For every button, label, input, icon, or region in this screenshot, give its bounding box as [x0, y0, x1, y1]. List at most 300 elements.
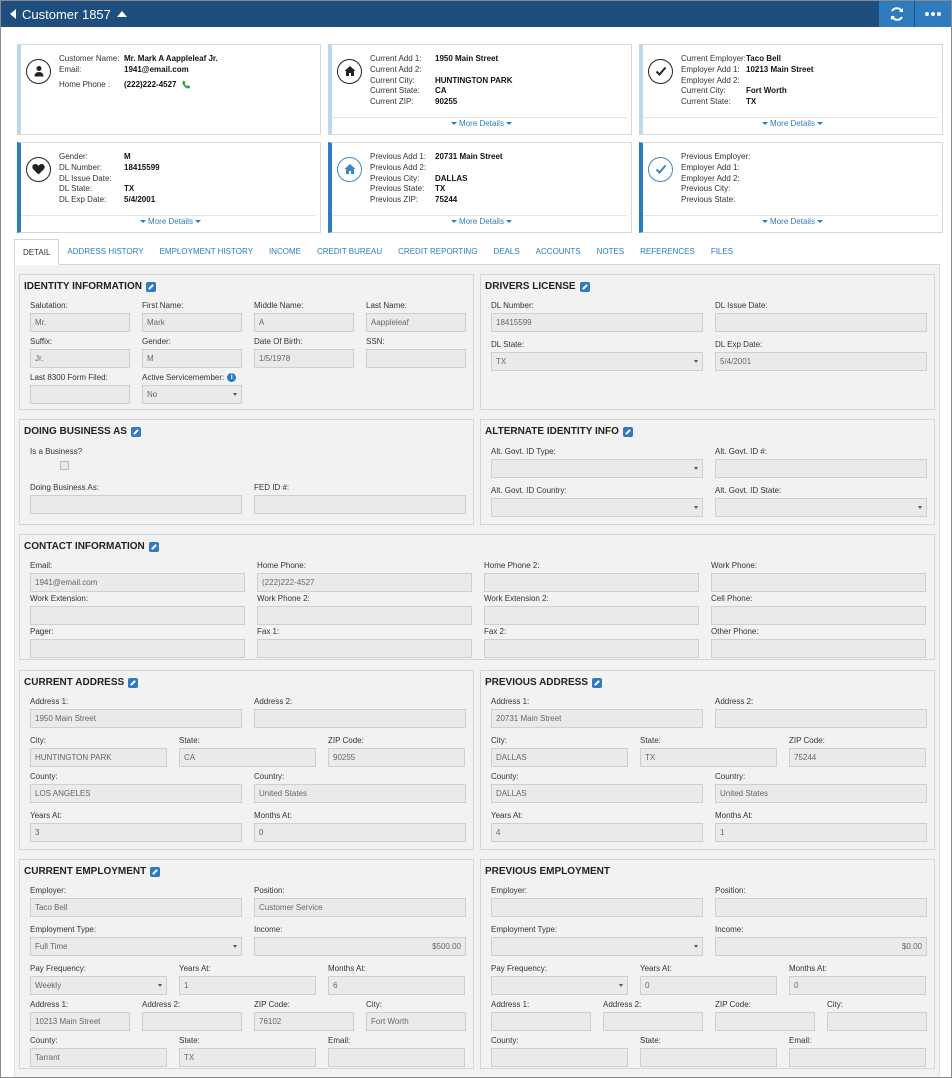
field-label: [254, 811, 466, 823]
edit-icon[interactable]: [592, 678, 602, 688]
field-label: [254, 772, 466, 784]
field-label: [491, 486, 703, 498]
field-label: [366, 1000, 466, 1012]
text-input[interactable]: Mr.: [30, 313, 130, 332]
text-input[interactable]: Taco Bell: [30, 898, 242, 917]
text-input[interactable]: [30, 385, 130, 404]
tab-accounts[interactable]: ACCOUNTS: [535, 247, 581, 256]
card-label: Previous State:: [370, 184, 425, 194]
card-label: Previous Employer:: [681, 152, 751, 161]
card-row: [370, 65, 512, 76]
more-details-link[interactable]: [332, 217, 631, 226]
card-row: [59, 184, 160, 195]
card-row: [59, 54, 218, 65]
text-input[interactable]: [30, 639, 245, 658]
card-label: Current City:: [370, 75, 415, 85]
text-input[interactable]: [789, 1048, 926, 1067]
field-months-at: [789, 964, 926, 995]
field-label: [491, 447, 703, 459]
field-label-text: Employer:: [30, 886, 67, 895]
field-label-text: County:: [491, 1036, 519, 1045]
more-details-link[interactable]: [21, 217, 320, 226]
text-input[interactable]: Jr.: [30, 349, 130, 368]
field-label-text: Date Of Birth:: [254, 337, 303, 346]
more-details-label: More Details: [770, 217, 815, 226]
text-input[interactable]: 90255: [328, 748, 465, 767]
field-label-text: Email:: [328, 1036, 351, 1045]
card-label: Current Employer:: [681, 54, 746, 63]
person-icon-badge: [26, 59, 51, 84]
text-input[interactable]: 3: [30, 823, 242, 842]
select-input[interactable]: No: [142, 385, 242, 404]
more-details-link[interactable]: [643, 217, 942, 226]
field-label: [640, 1036, 777, 1048]
edit-icon[interactable]: [623, 427, 633, 437]
field-label: [254, 301, 354, 313]
field-label-text: Active Servicemember:: [142, 373, 225, 382]
field-middle-name: [254, 301, 354, 332]
field-label: [491, 1000, 591, 1012]
card-value: CA: [435, 86, 447, 96]
text-input[interactable]: LOS ANGELES: [30, 784, 242, 803]
card-value: (222)222-4527: [124, 79, 177, 89]
title-bar: [1, 1, 951, 27]
field-pager: [30, 627, 245, 658]
text-input[interactable]: 5/4/2001: [715, 352, 927, 371]
field-address-2: [254, 697, 466, 728]
card-value: TX: [435, 184, 446, 194]
text-input[interactable]: 10213 Main Street: [30, 1012, 130, 1031]
text-input[interactable]: $500.00: [254, 937, 466, 956]
select-input[interactable]: [491, 459, 703, 478]
card-value: 1950 Main Street: [435, 54, 499, 63]
tab-files[interactable]: FILES: [710, 247, 734, 256]
field-gender: [142, 337, 242, 368]
text-input[interactable]: 20731 Main Street: [491, 709, 703, 728]
field-label-text: Country:: [715, 772, 746, 781]
home-icon: [344, 163, 356, 177]
text-input[interactable]: 0: [789, 976, 926, 995]
text-input[interactable]: M: [142, 349, 242, 368]
card-row: [681, 163, 746, 174]
field-city: [30, 736, 167, 767]
field-label: [328, 736, 465, 748]
field-label: [789, 964, 926, 976]
field-label-text: DL Exp Date:: [715, 340, 763, 349]
field-other-phone: [711, 627, 926, 658]
field-label: [603, 1000, 703, 1012]
field-label-text: Middle Name:: [254, 301, 304, 310]
card-label: Customer Name:: [59, 54, 120, 63]
text-input[interactable]: 4: [491, 823, 703, 842]
field-home-phone: [257, 561, 472, 592]
text-input[interactable]: [715, 313, 927, 332]
field-city: [827, 1000, 927, 1031]
text-input[interactable]: [30, 495, 242, 514]
text-input[interactable]: Tarrant: [30, 1048, 167, 1067]
edit-icon[interactable]: [146, 282, 156, 292]
field-label-text: Home Phone 2:: [484, 561, 540, 570]
field-label-text: Fax 1:: [257, 627, 280, 636]
text-input[interactable]: DALLAS: [491, 748, 628, 767]
field-label-text: Position:: [715, 886, 746, 895]
card-label: Current State:: [681, 97, 731, 107]
text-input[interactable]: [484, 606, 699, 625]
field-label: [328, 964, 465, 976]
text-input[interactable]: Mark: [142, 313, 242, 332]
check-icon: [655, 65, 667, 79]
field-label: [30, 337, 130, 349]
field-zip-code: [715, 1000, 815, 1031]
section-title: [485, 866, 610, 877]
caret-down-icon: [451, 122, 457, 125]
field-label-text: Suffix:: [30, 337, 53, 346]
text-input[interactable]: [257, 606, 472, 625]
text-input[interactable]: [640, 1048, 777, 1067]
caret-down-icon: [817, 220, 823, 223]
field-label: [254, 483, 466, 495]
text-input[interactable]: [715, 709, 927, 728]
text-input[interactable]: CA: [179, 748, 316, 767]
field-label: [366, 337, 466, 349]
back-arrow-icon[interactable]: [10, 9, 16, 19]
field-label-text: Position:: [254, 886, 285, 895]
card-label: Previous City:: [370, 173, 420, 183]
field-label-text: DL Number:: [491, 301, 534, 310]
text-input[interactable]: [711, 573, 926, 592]
field-label: [30, 483, 242, 495]
heart-icon-badge: [26, 157, 51, 182]
card-value: M: [124, 152, 131, 161]
text-input[interactable]: [30, 606, 245, 625]
field-label-text: Address 2:: [715, 697, 754, 706]
field-label-text: First Name:: [142, 301, 184, 310]
card-row: [681, 76, 814, 87]
select-input[interactable]: [491, 976, 628, 995]
text-input[interactable]: 0: [640, 976, 777, 995]
tab-deals[interactable]: DEALS: [493, 247, 520, 256]
tab-income[interactable]: INCOME: [268, 247, 301, 256]
heart-icon: [32, 163, 45, 177]
field-label-text: Fax 2:: [484, 627, 507, 636]
field-label: [30, 697, 242, 709]
field-label-text: Months At:: [328, 964, 366, 973]
text-input[interactable]: $0.00: [715, 937, 927, 956]
card-row: [370, 54, 512, 65]
card-value: Taco Bell: [746, 54, 781, 63]
field-address-2: [142, 1000, 242, 1031]
text-input[interactable]: 1: [715, 823, 927, 842]
field-country: [715, 772, 927, 803]
field-label-text: Work Phone 2:: [257, 594, 310, 603]
text-input[interactable]: [491, 1048, 628, 1067]
text-input[interactable]: [484, 573, 699, 592]
field-label: [711, 561, 926, 573]
card-row: [59, 174, 160, 185]
field-label-text: FED ID #:: [254, 483, 290, 492]
field-label-text: DL State:: [491, 340, 525, 349]
field-label-text: State:: [640, 1036, 661, 1045]
field-label: [179, 736, 316, 748]
text-input[interactable]: [827, 1012, 927, 1031]
card-label: Current Add 1:: [370, 54, 422, 63]
field-employment-type: [30, 925, 242, 956]
tab-credit-bureau[interactable]: CREDIT BUREAU: [316, 247, 383, 256]
field-salutation: [30, 301, 130, 332]
field-label: [142, 1000, 242, 1012]
tab-employment-history[interactable]: EMPLOYMENT HISTORY: [159, 247, 253, 256]
field-label-text: ZIP Code:: [328, 736, 364, 745]
field-label-text: Years At:: [640, 964, 672, 973]
field-label: [30, 373, 130, 385]
text-input[interactable]: 1/5/1978: [254, 349, 354, 368]
text-input[interactable]: (222)222-4527: [257, 573, 472, 592]
field-label: [328, 1036, 465, 1048]
edit-icon[interactable]: [131, 427, 141, 437]
section-title-text: CURRENT EMPLOYMENT: [24, 866, 147, 877]
field-label-text: State:: [179, 736, 200, 745]
card-label: Employer Add 2:: [681, 75, 740, 85]
tab-address-history[interactable]: ADDRESS HISTORY: [67, 247, 144, 256]
person-icon: [33, 65, 45, 79]
text-input[interactable]: 76102: [254, 1012, 354, 1031]
field-zip-code: [789, 736, 926, 767]
text-input[interactable]: [491, 898, 703, 917]
field-label: [30, 772, 242, 784]
text-input[interactable]: TX: [640, 748, 777, 767]
field-label-text: Address 1:: [30, 1000, 69, 1009]
tab-detail[interactable]: DETAIL: [14, 239, 59, 265]
card-rows: [681, 54, 814, 108]
field-label: [257, 594, 472, 606]
select-input[interactable]: Weekly: [30, 976, 167, 995]
text-input[interactable]: [254, 709, 466, 728]
text-input[interactable]: [711, 639, 926, 658]
page-title: Customer 1857: [22, 6, 111, 22]
edit-icon[interactable]: [150, 867, 160, 877]
field-position: [254, 886, 466, 917]
home-icon: [344, 65, 356, 79]
field-label: [30, 627, 245, 639]
field-label-text: Months At:: [789, 964, 827, 973]
field-months-at: [328, 964, 465, 995]
text-input[interactable]: United States: [254, 784, 466, 803]
field-income: [254, 925, 466, 956]
info-icon[interactable]: i: [227, 373, 236, 382]
field-email: [789, 1036, 926, 1067]
detail-panel: [14, 265, 940, 1078]
text-input[interactable]: [328, 1048, 465, 1067]
card-value: Mr. Mark A Aappleleaf Jr.: [124, 54, 218, 63]
field-label-text: Pay Frequency:: [30, 964, 87, 973]
field-state: [640, 736, 777, 767]
field-alt-govt-id-country: [491, 486, 703, 517]
field-label-text: Email:: [789, 1036, 812, 1045]
card-label: Current City:: [681, 86, 726, 96]
more-details-link[interactable]: [332, 119, 631, 128]
field-label: [491, 772, 703, 784]
collapse-arrow-icon[interactable]: [117, 11, 127, 17]
text-input[interactable]: 75244: [789, 748, 926, 767]
field-country: [254, 772, 466, 803]
field-dl-state: [491, 340, 703, 371]
field-dl-issue-date: [715, 301, 927, 332]
field-label: [142, 373, 242, 385]
field-label: [30, 811, 242, 823]
text-input[interactable]: 0: [254, 823, 466, 842]
field-label: [491, 964, 628, 976]
tab-notes[interactable]: NOTES: [596, 247, 625, 256]
field-label: [715, 486, 927, 498]
text-input[interactable]: TX: [179, 1048, 316, 1067]
text-input[interactable]: [142, 1012, 242, 1031]
select-input[interactable]: Full Time: [30, 937, 242, 956]
field-label-text: Alt. Govt. ID #:: [715, 447, 768, 456]
edit-icon[interactable]: [128, 678, 138, 688]
card-value: 90255: [435, 97, 458, 107]
business-checkbox[interactable]: [60, 461, 69, 470]
field-label: [715, 1000, 815, 1012]
tab-references[interactable]: REFERENCES: [640, 247, 695, 256]
field-label: [30, 447, 242, 459]
more-details-link[interactable]: [643, 119, 942, 128]
field-label: [827, 1000, 927, 1012]
select-input[interactable]: [491, 498, 703, 517]
field-label-text: Employment Type:: [491, 925, 558, 934]
ellipsis-icon: [925, 12, 941, 16]
section-title: [24, 677, 138, 688]
select-input[interactable]: [715, 498, 927, 517]
phone-icon[interactable]: [182, 80, 191, 91]
section-prevemp: [480, 859, 935, 1069]
card-row: [59, 80, 218, 91]
edit-icon[interactable]: [580, 282, 590, 292]
field-email: [328, 1036, 465, 1067]
field-label-text: Address 1:: [491, 697, 530, 706]
text-input[interactable]: United States: [715, 784, 927, 803]
text-input[interactable]: [366, 349, 466, 368]
field-zip-code: [328, 736, 465, 767]
text-input[interactable]: 18415599: [491, 313, 703, 332]
section-identity: [19, 274, 474, 410]
card-label: DL Exp Date:: [59, 195, 107, 205]
field-state: [179, 1036, 316, 1067]
caret-down-icon: [451, 220, 457, 223]
field-label-text: Alt. Govt. ID State:: [715, 486, 782, 495]
refresh-button[interactable]: [879, 1, 915, 27]
card-row: [370, 195, 503, 206]
card-rows: [681, 152, 751, 206]
text-input[interactable]: [491, 1012, 591, 1031]
field-city: [491, 736, 628, 767]
text-input[interactable]: 1950 Main Street: [30, 709, 242, 728]
text-input[interactable]: [257, 639, 472, 658]
text-input[interactable]: DALLAS: [491, 784, 703, 803]
field-label-text: County:: [491, 772, 519, 781]
text-input[interactable]: 1941@email.com: [30, 573, 245, 592]
card-row: [681, 86, 814, 97]
field-label: [715, 925, 927, 937]
field-label: [491, 301, 703, 313]
card-label: Current Add 2:: [370, 64, 422, 74]
field-label-text: ZIP Code:: [254, 1000, 290, 1009]
field-county: [30, 772, 242, 803]
field-label-text: County:: [30, 1036, 58, 1045]
field-label: [484, 594, 699, 606]
tab-credit-reporting[interactable]: CREDIT REPORTING: [398, 247, 478, 256]
text-input[interactable]: [603, 1012, 703, 1031]
text-input[interactable]: A: [254, 313, 354, 332]
field-label-text: Years At:: [30, 811, 62, 820]
card-label: Home Phone :: [59, 79, 111, 89]
card-value: DALLAS: [435, 173, 468, 183]
field-label: [484, 627, 699, 639]
field-label-text: Months At:: [254, 811, 292, 820]
field-label: [491, 697, 703, 709]
more-details-label: More Details: [459, 119, 504, 128]
text-input[interactable]: 6: [328, 976, 465, 995]
field-label-text: Address 1:: [491, 1000, 530, 1009]
edit-icon[interactable]: [149, 542, 159, 552]
field-label: [715, 301, 927, 313]
select-input[interactable]: TX: [491, 352, 703, 371]
card-value: Fort Worth: [746, 86, 787, 96]
field-label-text: Last Name:: [366, 301, 407, 310]
section-title: [485, 281, 590, 292]
text-input[interactable]: [715, 459, 927, 478]
field-label-text: Work Extension:: [30, 594, 89, 603]
card-value: 75244: [435, 195, 458, 205]
text-input[interactable]: [715, 1012, 815, 1031]
more-options-button[interactable]: [915, 1, 951, 27]
card-row: [681, 184, 746, 195]
field-label: [484, 561, 699, 573]
text-input[interactable]: Customer Service: [254, 898, 466, 917]
field-months-at: [715, 811, 927, 842]
select-input[interactable]: [491, 937, 703, 956]
text-input[interactable]: Aappleleaf: [366, 313, 466, 332]
card-value: HUNTINGTON PARK: [435, 75, 513, 85]
field-label: [30, 594, 245, 606]
card-value: 10213 Main Street: [746, 64, 814, 74]
field-pay-frequency: [30, 964, 167, 995]
card-row: [681, 97, 814, 108]
text-input[interactable]: [715, 898, 927, 917]
card-rows: [59, 152, 160, 206]
card-customer: [17, 44, 321, 135]
section-title-text: CONTACT INFORMATION: [24, 541, 145, 552]
field-label-text: Other Phone:: [711, 627, 759, 636]
text-input[interactable]: Fort Worth: [366, 1012, 466, 1031]
field-label-text: Last 8300 Form Filed:: [30, 373, 108, 382]
field-label-text: Pager:: [30, 627, 54, 636]
field-employer: [30, 886, 242, 917]
card-label: Employer Add 2:: [681, 173, 740, 183]
field-label-text: Alt. Govt. ID Type:: [491, 447, 556, 456]
text-input[interactable]: [254, 495, 466, 514]
field-years-at: [491, 811, 703, 842]
field-label: [711, 627, 926, 639]
field-last-name: [366, 301, 466, 332]
field-label-text: ZIP Code:: [789, 736, 825, 745]
text-input[interactable]: HUNTINGTON PARK: [30, 748, 167, 767]
text-input[interactable]: 1: [179, 976, 316, 995]
card-label: DL State:: [59, 184, 93, 194]
card-divider: [21, 215, 316, 216]
text-input[interactable]: [484, 639, 699, 658]
text-input[interactable]: [711, 606, 926, 625]
field-employer: [491, 886, 703, 917]
